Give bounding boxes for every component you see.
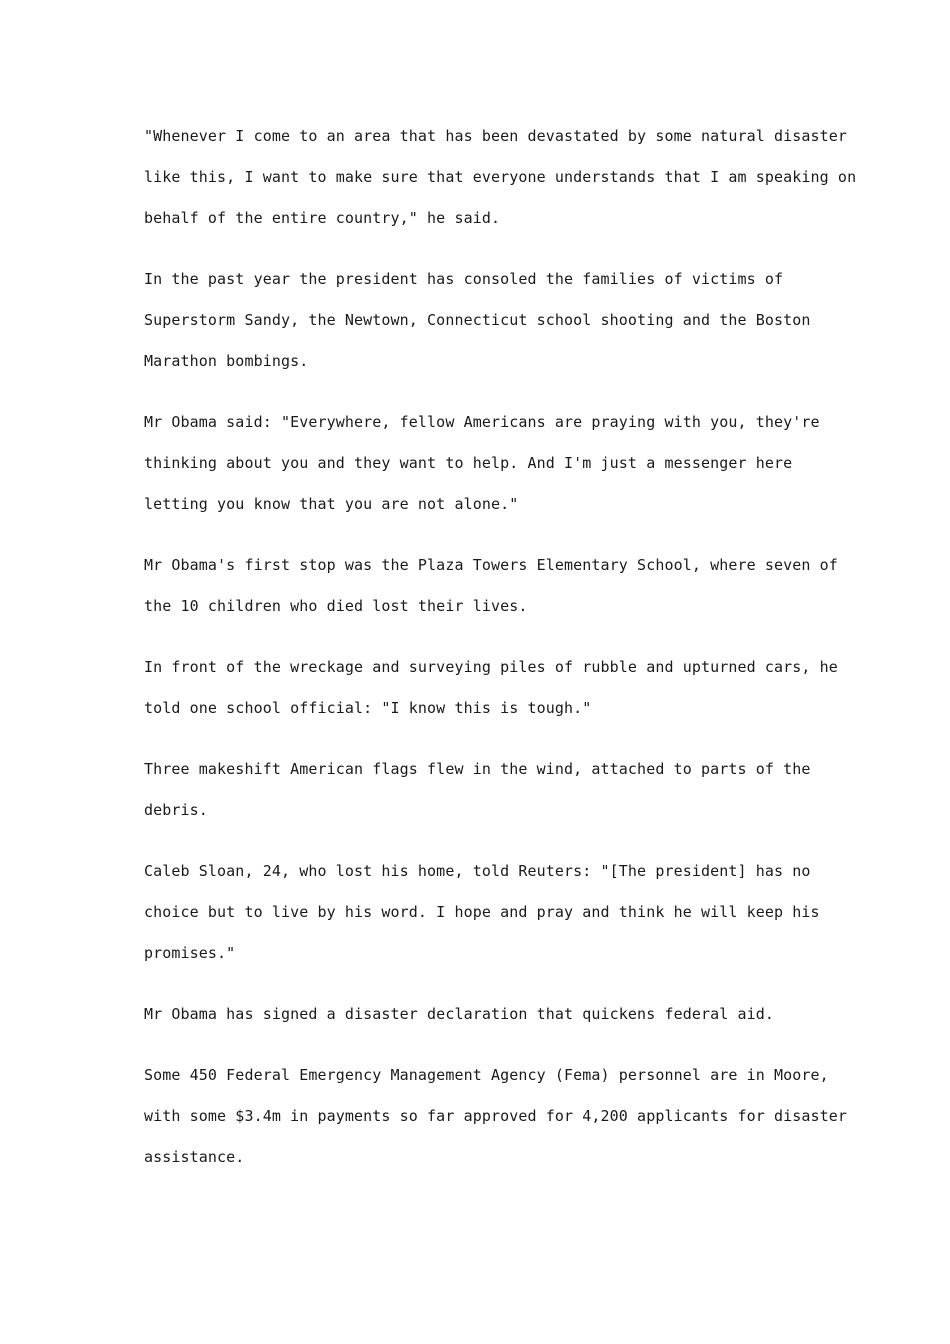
paragraph-line: Caleb Sloan, 24, who lost his home, told Reuters: "[The president] has no (144, 862, 811, 880)
paragraph-line: like this, I want to make sure that everyone understands that I am speaking on (144, 168, 857, 186)
paragraph-line: Three makeshift American flags flew in the wind, attached to parts of the (144, 760, 811, 778)
paragraph-6 (144, 749, 824, 831)
paragraph-line: Mr Obama's first stop was the Plaza Towers Elementary School, where seven of (144, 556, 838, 574)
paragraph-line: thinking about you and they want to help. And I'm just a messenger here (144, 454, 793, 472)
paragraph-line: Superstorm Sandy, the Newtown, Connecticut school shooting and the Boston (144, 311, 811, 329)
paragraph-line: behalf of the entire country," he said. (144, 209, 501, 227)
paragraph-line: the 10 children who died lost their lives. (144, 597, 528, 615)
paragraph-3 (144, 402, 824, 525)
paragraph-line: Marathon bombings. (144, 352, 309, 370)
paragraph-8 (144, 994, 824, 1035)
paragraph-line: with some $3.4m in payments so far approved for 4,200 applicants for disaster (144, 1107, 848, 1125)
paragraph-line: choice but to live by his word. I hope and pray and think he will keep his (144, 903, 820, 921)
paragraph-line: In front of the wreckage and surveying piles of rubble and upturned cars, he (144, 658, 838, 676)
paragraph-line: promises." (144, 944, 236, 962)
paragraph-line: "Whenever I come to an area that has been devastated by some natural disaster (144, 127, 848, 145)
paragraph-5 (144, 647, 838, 729)
paragraph-7 (144, 851, 824, 974)
paragraph-line: Mr Obama said: "Everywhere, fellow Americans are praying with you, they're (144, 413, 820, 431)
paragraph-line: assistance. (144, 1148, 245, 1166)
paragraph-line: In the past year the president has consoled the families of victims of (144, 270, 784, 288)
paragraph-9 (144, 1055, 848, 1178)
paragraph-line: told one school official: "I know this is tough." (144, 699, 592, 717)
paragraph-line: letting you know that you are not alone." (144, 495, 519, 513)
paragraph-line: Mr Obama has signed a disaster declaration that quickens federal aid. (144, 1005, 775, 1023)
document-body (144, 116, 857, 1198)
paragraph-1 (144, 116, 857, 239)
paragraph-4 (144, 545, 838, 627)
paragraph-line: debris. (144, 801, 208, 819)
paragraph-2 (144, 259, 824, 382)
paragraph-line: Some 450 Federal Emergency Management Agency (Fema) personnel are in Moore, (144, 1066, 829, 1084)
